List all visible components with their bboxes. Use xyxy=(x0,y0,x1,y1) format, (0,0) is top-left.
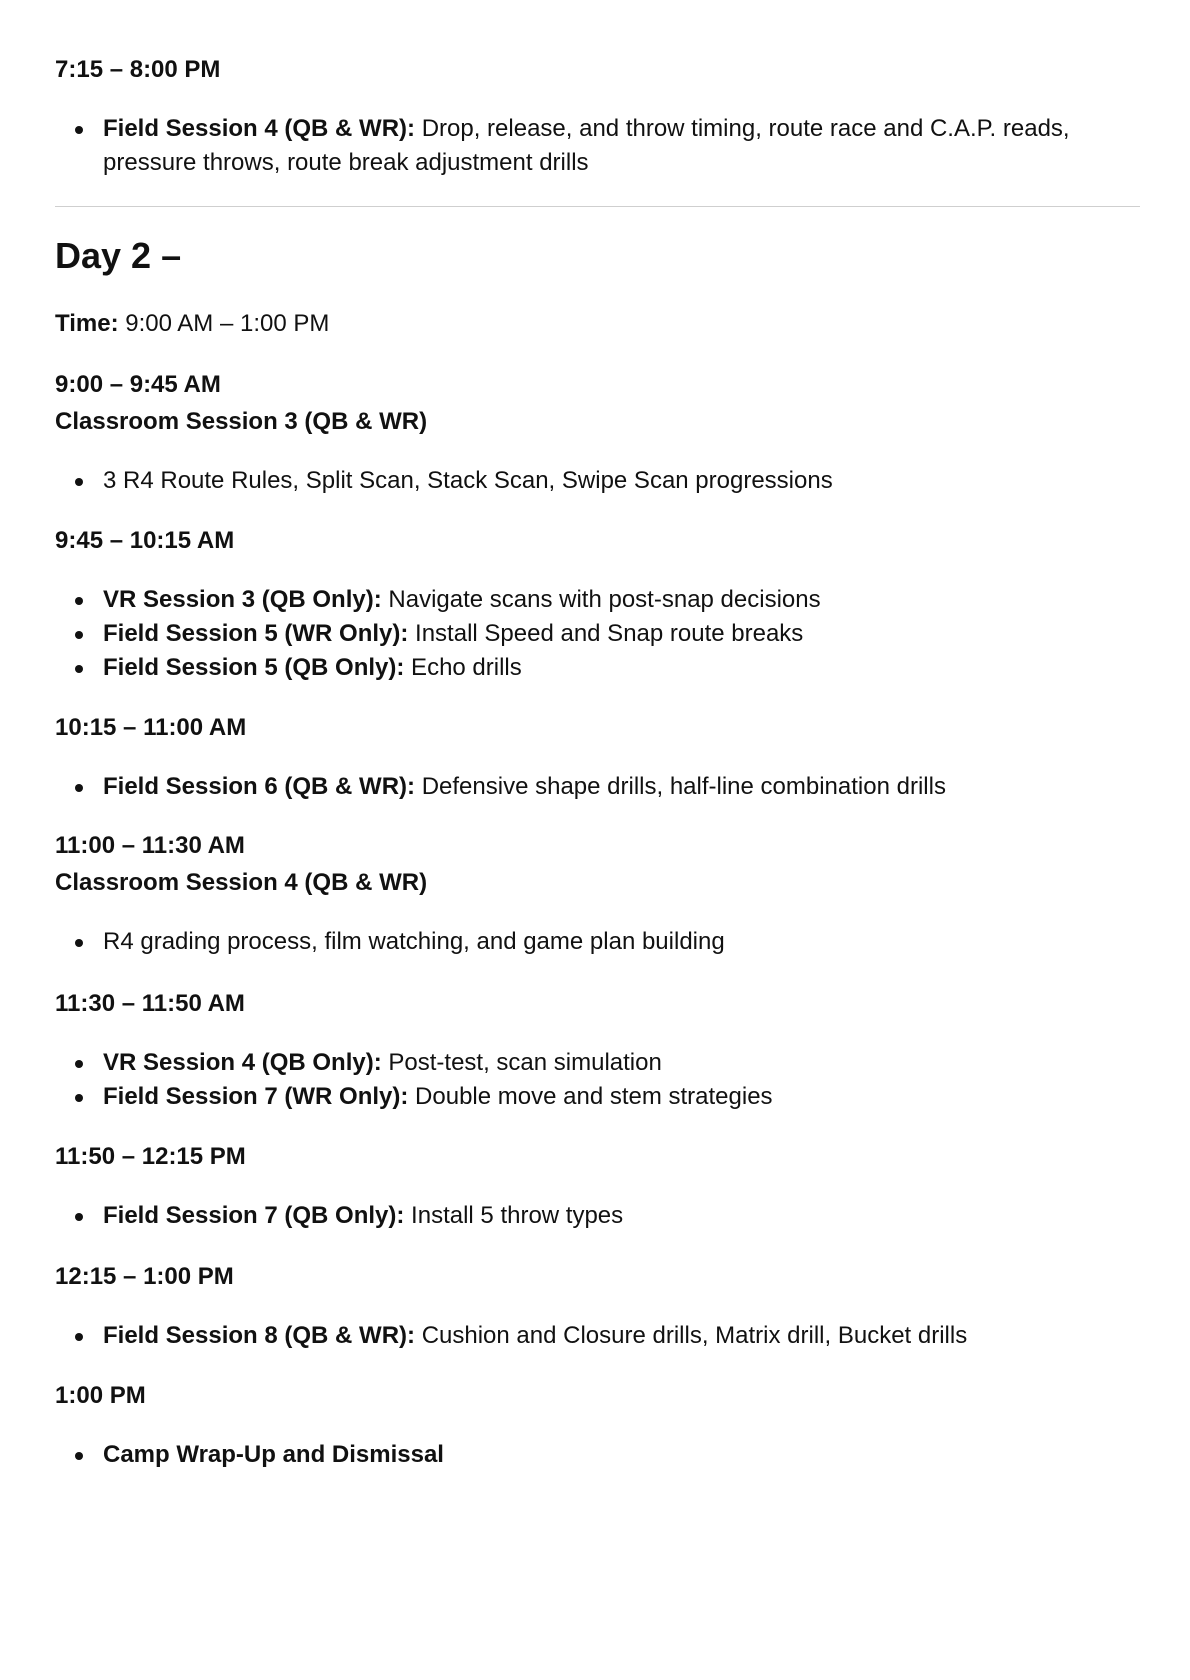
item-text: Echo drills xyxy=(404,654,522,681)
item-text: Cushion and Closure drills, Matrix drill, Bucket drills xyxy=(415,1322,968,1349)
item-label: VR Session 3 (QB Only): xyxy=(103,586,382,613)
list-item xyxy=(55,583,1140,617)
schedule-block xyxy=(55,712,1140,804)
item-label: Field Session 8 (QB & WR): xyxy=(103,1322,416,1349)
item-text: Double move and stem strategies xyxy=(408,1083,773,1110)
schedule-block xyxy=(55,1261,1140,1353)
session-list xyxy=(55,583,1140,685)
time-heading: 9:45 – 10:15 AM xyxy=(55,527,235,554)
schedule-block xyxy=(55,525,1140,685)
session-title: Classroom Session 4 (QB & WR) xyxy=(55,869,428,896)
item-label: Field Session 6 (QB & WR): xyxy=(103,773,416,800)
list-item xyxy=(55,925,1140,959)
item-text: Drop, release, and throw timing, route race and C.A.P. reads, pressure throws, route break adjustment drills xyxy=(103,115,1070,176)
item-label: Field Session 7 (QB Only): xyxy=(103,1202,405,1229)
time-heading: 1:00 PM xyxy=(55,1382,146,1409)
session-list xyxy=(55,112,1140,180)
day-title: Day 2 – xyxy=(55,235,182,276)
item-text: Navigate scans with post-snap decisions xyxy=(381,586,821,613)
schedule-block xyxy=(55,1141,1140,1233)
session-list xyxy=(55,1438,1140,1472)
time-heading: 11:00 – 11:30 AM xyxy=(55,832,245,859)
list-item xyxy=(55,464,1140,498)
day2-time xyxy=(55,308,1140,340)
item-label: Field Session 5 (QB Only): xyxy=(103,654,405,681)
item-text: Defensive shape drills, half-line combination drills xyxy=(415,773,946,800)
time-heading: 7:15 – 8:00 PM xyxy=(55,56,221,83)
session-list xyxy=(55,1199,1140,1233)
time-heading: 12:15 – 1:00 PM xyxy=(55,1263,234,1290)
time-label: Time: xyxy=(55,310,119,337)
schedule-block xyxy=(55,369,1140,498)
section-divider xyxy=(55,206,1140,207)
list-item xyxy=(55,1438,1140,1472)
session-list xyxy=(55,1319,1140,1353)
list-item xyxy=(55,112,1140,180)
day2-header xyxy=(55,234,1140,278)
item-text: Install 5 throw types xyxy=(404,1202,624,1229)
list-item xyxy=(55,1319,1140,1353)
item-label: Field Session 5 (WR Only): xyxy=(103,620,409,647)
day1-tail-section xyxy=(55,54,1140,180)
list-item xyxy=(55,651,1140,685)
list-item xyxy=(55,770,1140,804)
list-item xyxy=(55,617,1140,651)
item-text: 3 R4 Route Rules, Split Scan, Stack Scan, Swipe Scan progressions xyxy=(103,467,833,494)
time-value: 9:00 AM – 1:00 PM xyxy=(118,310,330,337)
item-label: VR Session 4 (QB Only): xyxy=(103,1049,382,1076)
session-title: Classroom Session 3 (QB & WR) xyxy=(55,408,428,435)
list-item xyxy=(55,1046,1140,1080)
time-heading: 9:00 – 9:45 AM xyxy=(55,371,221,398)
list-item xyxy=(55,1199,1140,1233)
session-list xyxy=(55,925,1140,959)
schedule-block xyxy=(55,988,1140,1114)
item-text: R4 grading process, film watching, and game plan building xyxy=(103,928,725,955)
item-label: Camp Wrap-Up and Dismissal xyxy=(103,1441,444,1468)
time-heading: 11:50 – 12:15 PM xyxy=(55,1143,246,1170)
session-list xyxy=(55,770,1140,804)
session-list xyxy=(55,464,1140,498)
item-label: Field Session 4 (QB & WR): xyxy=(103,115,416,142)
schedule-block xyxy=(55,830,1140,959)
item-label: Field Session 7 (WR Only): xyxy=(103,1083,409,1110)
time-heading: 11:30 – 11:50 AM xyxy=(55,990,245,1017)
schedule-block xyxy=(55,1380,1140,1472)
session-list xyxy=(55,1046,1140,1114)
item-text: Install Speed and Snap route breaks xyxy=(408,620,804,647)
list-item xyxy=(55,1080,1140,1114)
item-text: Post-test, scan simulation xyxy=(381,1049,662,1076)
time-heading: 10:15 – 11:00 AM xyxy=(55,714,247,741)
